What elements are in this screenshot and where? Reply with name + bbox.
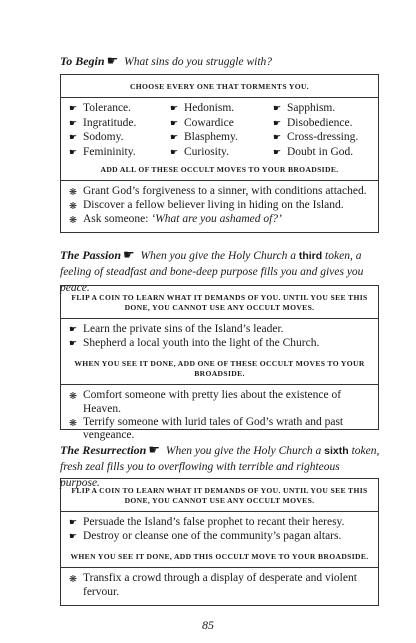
demand-item: ☛ Destroy or cleanse one of the community’s pagan altars. [69,530,370,544]
ask-question: ‘What are you ashamed of?’ [151,213,282,226]
hand-bullet-icon: ☛ [69,518,78,528]
begin-box [60,74,379,233]
sin-option[interactable]: ☛ Sapphism. [273,102,373,117]
hand-bullet-icon: ☛ [69,325,78,335]
hand-bullet-icon: ☛ [273,118,282,129]
asterism-icon: ❋ [69,417,77,429]
hand-bullet-icon: ☛ [69,118,78,129]
hand-bullet-icon: ☛ [170,133,179,143]
occult-move: ❋ Grant God’s forgiveness to a sinner, with conditions attached. [69,185,367,198]
occult-move: ❋ Comfort someone with pretty lies about the existence of Heaven. [69,389,342,415]
divider [61,97,378,98]
asterism-icon: ❋ [69,187,77,198]
asterism-icon: ❋ [69,215,77,227]
sin-option[interactable]: ☛ Cross-dressing. [273,131,373,146]
token-count: sixth [324,445,349,457]
divider [61,567,378,568]
passion-heading: The Passion ☛ When you give the Holy Church a third token, a feeling of steadfast and bone-deep purpose fills you and gives you peace. [60,247,364,294]
moves-header: ADD ALL OF THESE OCCULT MOVES TO YOUR BROADSIDE. [100,165,339,174]
occult-move: ❋ Discover a fellow believer living in hiding on the Island. [69,199,344,213]
begin-heading [60,53,380,70]
add-header: WHEN YOU SEE IT DONE, ADD ONE OF THESE OCCULT MOVES TO YOUR BROADSIDE. [74,359,365,379]
sin-option[interactable]: ☛ Tolerance. [69,102,170,117]
hand-bullet-icon: ☛ [273,104,282,114]
passion-box [60,285,379,442]
asterism-icon: ❋ [69,391,77,403]
resurrection-box [60,478,379,606]
add-header: WHEN YOU SEE IT DONE, ADD THIS OCCULT MOVE TO YOUR BROADSIDE. [70,552,369,562]
flip-header: FLIP A COIN TO LEARN WHAT IT DEMANDS OF YOU. UNTIL YOU SEE THIS DONE, YOU CANNOT USE ANY OCCULT MOVES. [71,486,368,505]
occult-move: ❋ Ask someone: ‘What are you ashamed of?’ [69,213,282,227]
resurrection-title: The Resurrection [60,443,147,457]
sin-option[interactable]: ☛ Disobedience. [273,117,373,132]
sin-option[interactable]: ☛ Doubt in God. [273,146,373,161]
occult-move: ❋ Transfix a crowd through a display of desperate and violent fervour. [69,572,357,598]
pointing-hand-icon: ☛ [123,247,135,262]
passion-title: The Passion [60,248,122,262]
flip-header: FLIP A COIN TO LEARN WHAT IT DEMANDS OF YOU. UNTIL YOU SEE THIS DONE, YOU CANNOT USE ANY OCCULT MOVES. [71,293,368,312]
choose-header: CHOOSE EVERY ONE THAT TORMENTS YOU. [129,82,310,91]
sin-option[interactable]: ☛ Sodomy. [69,131,170,146]
sin-option[interactable]: ☛ Cowardice [170,117,273,132]
demand-item: ☛ Learn the private sins of the Island’s leader. [69,323,370,337]
sin-option[interactable]: ☛ Curiosity. [170,146,273,161]
divider [61,511,378,512]
hand-bullet-icon: ☛ [69,532,78,543]
divider [61,384,378,385]
hand-bullet-icon: ☛ [69,147,78,158]
sin-option[interactable]: ☛ Ingratitude. [69,117,170,132]
pointing-hand-icon: ☛ [148,442,160,457]
sin-option[interactable]: ☛ Blasphemy. [170,131,273,146]
hand-bullet-icon: ☛ [273,133,282,143]
asterism-icon: ❋ [69,574,77,586]
page-number: 85 [202,618,214,632]
hand-bullet-icon: ☛ [170,147,179,158]
sin-list [69,102,370,160]
hand-bullet-icon: ☛ [69,104,78,114]
occult-move: ❋ Terrify someone with lurid tales of God’s wrath and past vengeance. [69,415,344,442]
hand-bullet-icon: ☛ [273,147,282,158]
sin-option[interactable]: ☛ Femininity. [69,146,170,161]
pointing-hand-icon: ☛ [106,53,119,68]
asterism-icon: ❋ [69,201,77,213]
sin-option[interactable]: ☛ Hedonism. [170,102,273,117]
resurrection-heading: The Resurrection ☛ When you give the Holy Church a sixth token, fresh zeal fills you to overflowing with terrible and righteous purpose. [60,442,380,489]
token-count: third [298,250,323,262]
demand-item: ☛ Persuade the Island’s false prophet to recant their heresy. [69,516,370,530]
begin-title: To Begin [60,54,105,68]
begin-prompt: What sins do you struggle with? [124,56,273,68]
divider [61,180,378,181]
hand-bullet-icon: ☛ [69,133,78,143]
divider [61,318,378,319]
hand-bullet-icon: ☛ [170,104,179,114]
hand-bullet-icon: ☛ [170,118,179,129]
hand-bullet-icon: ☛ [69,339,78,350]
demand-item: ☛ Shepherd a local youth into the light of the Church. [69,337,370,351]
